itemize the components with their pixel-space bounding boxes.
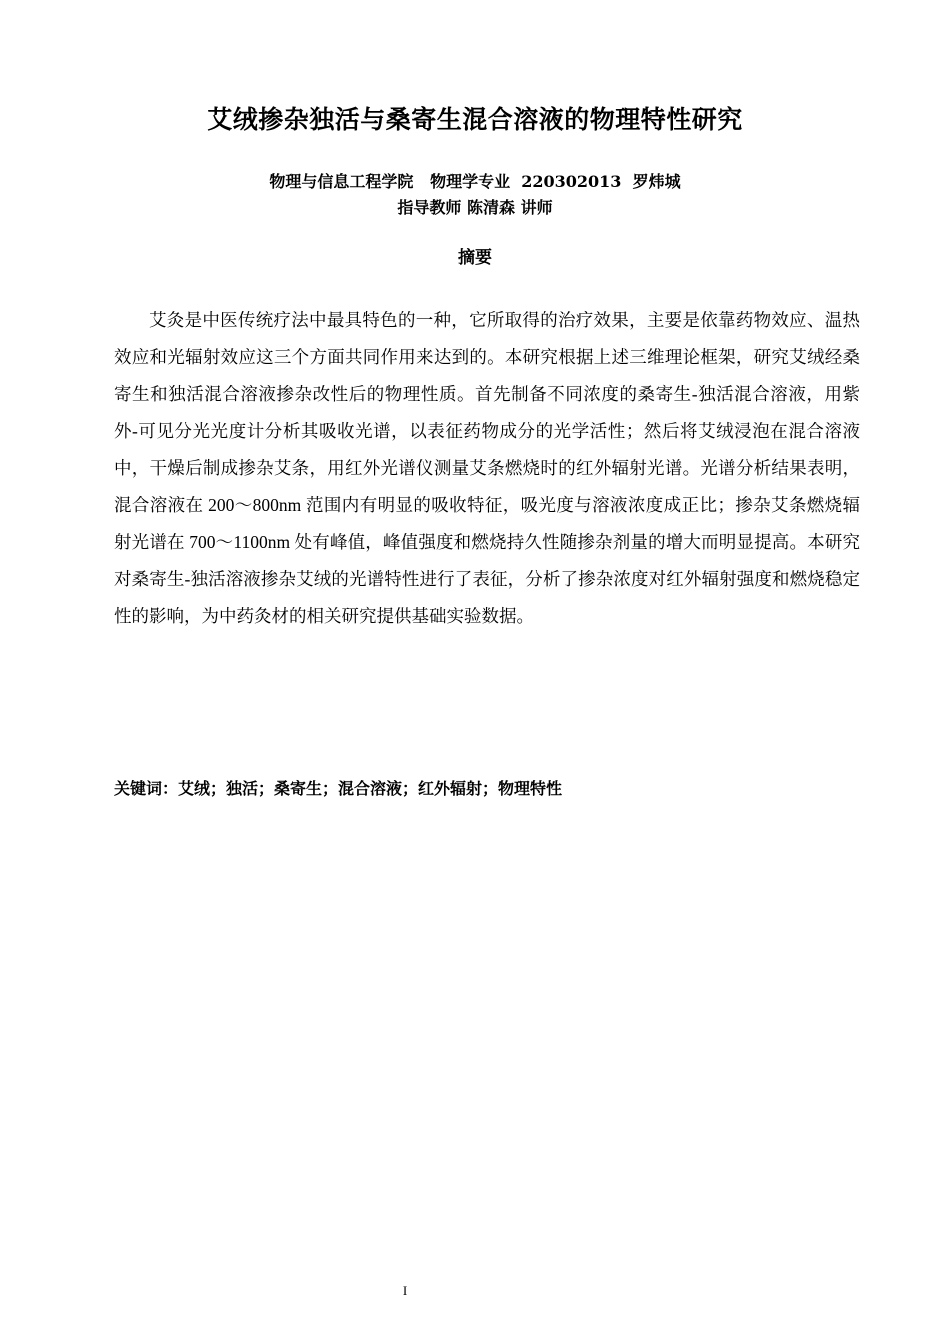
keywords-line: 关键词：艾绒；独活；桑寄生；混合溶液；红外辐射；物理特性: [114, 779, 563, 798]
advisor-info-line: 指导教师 陈清森 讲师: [397, 198, 553, 217]
abstract-body: 艾灸是中医传统疗法中最具特色的一种，它所取得的治疗效果，主要是依靠药物效应、温热效应和光辐射效应这三个方面共同作用来达到的。本研究根据上述三维理论框架，研究艾绒经桑寄生和独活混合溶液掺杂改性后的物理性质。首先制备不同浓度的桑寄生-独活混合溶液，用紫外-可见分光光度计分析其吸收光谱，以表征药物成分的光学活性；然后将艾绒浸泡在混合溶液中，干燥后制成掺杂艾条，用红外光谱仪测量艾条燃烧时的红外辐射光谱。光谱分析结果表明，混合溶液在 200～800nm 范围内有明显的吸收特征，吸光度与溶液浓度成正比；掺杂艾条燃烧辐射光谱在 700～1100nm 处有峰值，峰值强度和燃烧持久性随掺杂剂量的增大而明显提高。本研究对桑寄生-独活溶液掺杂艾绒的光谱特性进行了表征，分析了掺杂浓度对红外辐射强度和燃烧稳定性的影响，为中药灸材的相关研究提供基础实验数据。: [114, 310, 860, 626]
document-title: 艾绒掺杂独活与桑寄生混合溶液的物理特性研究: [207, 105, 743, 134]
abstract-heading: 摘要: [458, 248, 492, 268]
page-number: I: [402, 1283, 408, 1298]
author-info-line: 物理与信息工程学院 物理学专业 220302013 罗炜城: [269, 172, 681, 191]
